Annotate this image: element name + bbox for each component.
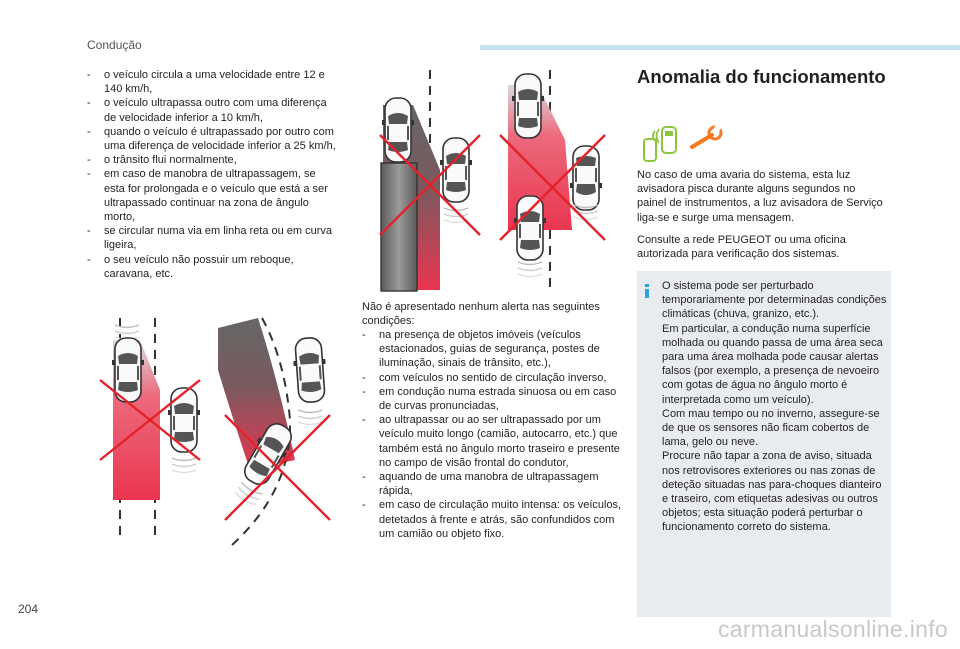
diagram-straight-road xyxy=(100,318,200,540)
no-alert-intro: Não é apresentado nenhum alerta nas seguintes condições: xyxy=(362,301,600,328)
blind-spot-warning-icon xyxy=(644,127,676,161)
diagram-oncoming xyxy=(500,70,605,292)
info-box xyxy=(637,271,891,617)
watermark: carmanualsonline.info xyxy=(717,616,948,642)
info-icon xyxy=(645,284,649,298)
list-item: - ao ultrapassar ou ao ser ultrapassado por um veículo muito longo (camião, autocarro, etc.) que também está no ângulo morto traseiro e presente no campo de visão frontal do condutor, xyxy=(362,413,624,470)
list-item: - o veículo circula a uma velocidade entre 12 e 140 km/h, xyxy=(87,68,339,96)
list-item: - em condução numa estrada sinuosa ou em caso de curvas pronunciadas, xyxy=(362,385,624,413)
list-item: - o trânsito flui normalmente, xyxy=(87,153,339,167)
list-item: - o seu veículo não possuir um reboque, caravana, etc. xyxy=(87,253,339,281)
fault-description: No caso de uma avaria do sistema, esta luz avisadora pisca durante alguns segundos no painel de instrumentos, a luz avisadora de Serviço liga-se e surge uma mensagem. xyxy=(637,169,883,224)
list-item: - o veículo ultrapassa outro com uma diferença de velocidade inferior a 10 km/h, xyxy=(87,96,339,124)
service-wrench-icon xyxy=(692,125,721,147)
diagram-curved-road xyxy=(218,318,330,545)
page-number: 204 xyxy=(18,602,39,616)
list-item: - na presença de objetos imóveis (veículos estacionados, guias de segurança, postes de iluminação, sinais de trânsito, etc.), xyxy=(362,328,624,371)
dealer-advice: Consulte a rede PEUGEOT ou uma oficina autorizada para verificação dos sistemas. xyxy=(637,234,846,261)
list-item: - em caso de circulação muito intensa: os veículos, detetados à frente e atrás, são confundidos com um camião ou objeto fixo. xyxy=(362,498,624,541)
warning-lights xyxy=(640,125,730,165)
diagram-truck xyxy=(380,70,480,292)
list-item: - se circular numa via em linha reta ou em curva ligeira, xyxy=(87,224,339,252)
no-alert-list xyxy=(362,328,624,541)
section-header: Condução xyxy=(87,38,142,52)
info-text: O sistema pode ser perturbado temporariamente por determinadas condições climáticas (chuva, granizo, etc.). Em particular, a condução numa superfície molhada ou quando passa de uma área seca para uma área molhada pode causar alertas falsos (por exemplo, a presença de nevoeiro com gotas de água no ângulo morto é interpretada como um veículo). Com mau tempo ou no inverno, assegure-se de que os sensores não ficam cobertos de lama, gelo ou neve. Procure não tapar a zona de aviso, situada nos retrovisores exteriores ou nas zonas de deteção situadas nas para-choques dianteiro e traseiro, com etiquetas adesivas ou outros objetos; esta situação poderá perturbar o funcionamento correto do sistema. xyxy=(662,280,887,534)
list-item: - com veículos no sentido de circulação inverso, xyxy=(362,371,624,385)
list-item: - aquando de uma manobra de ultrapassagem rápida, xyxy=(362,470,624,498)
list-item: - em caso de manobra de ultrapassagem, se esta for prolongada e o veículo que está a ser ultrapassado continuar na zona de ângulo morto, xyxy=(87,167,339,224)
section-title: Anomalia do funcionamento xyxy=(637,66,886,87)
list-item: - quando o veículo é ultrapassado por outro com uma diferença de velocidade inferior a 25 km/h, xyxy=(87,125,339,153)
